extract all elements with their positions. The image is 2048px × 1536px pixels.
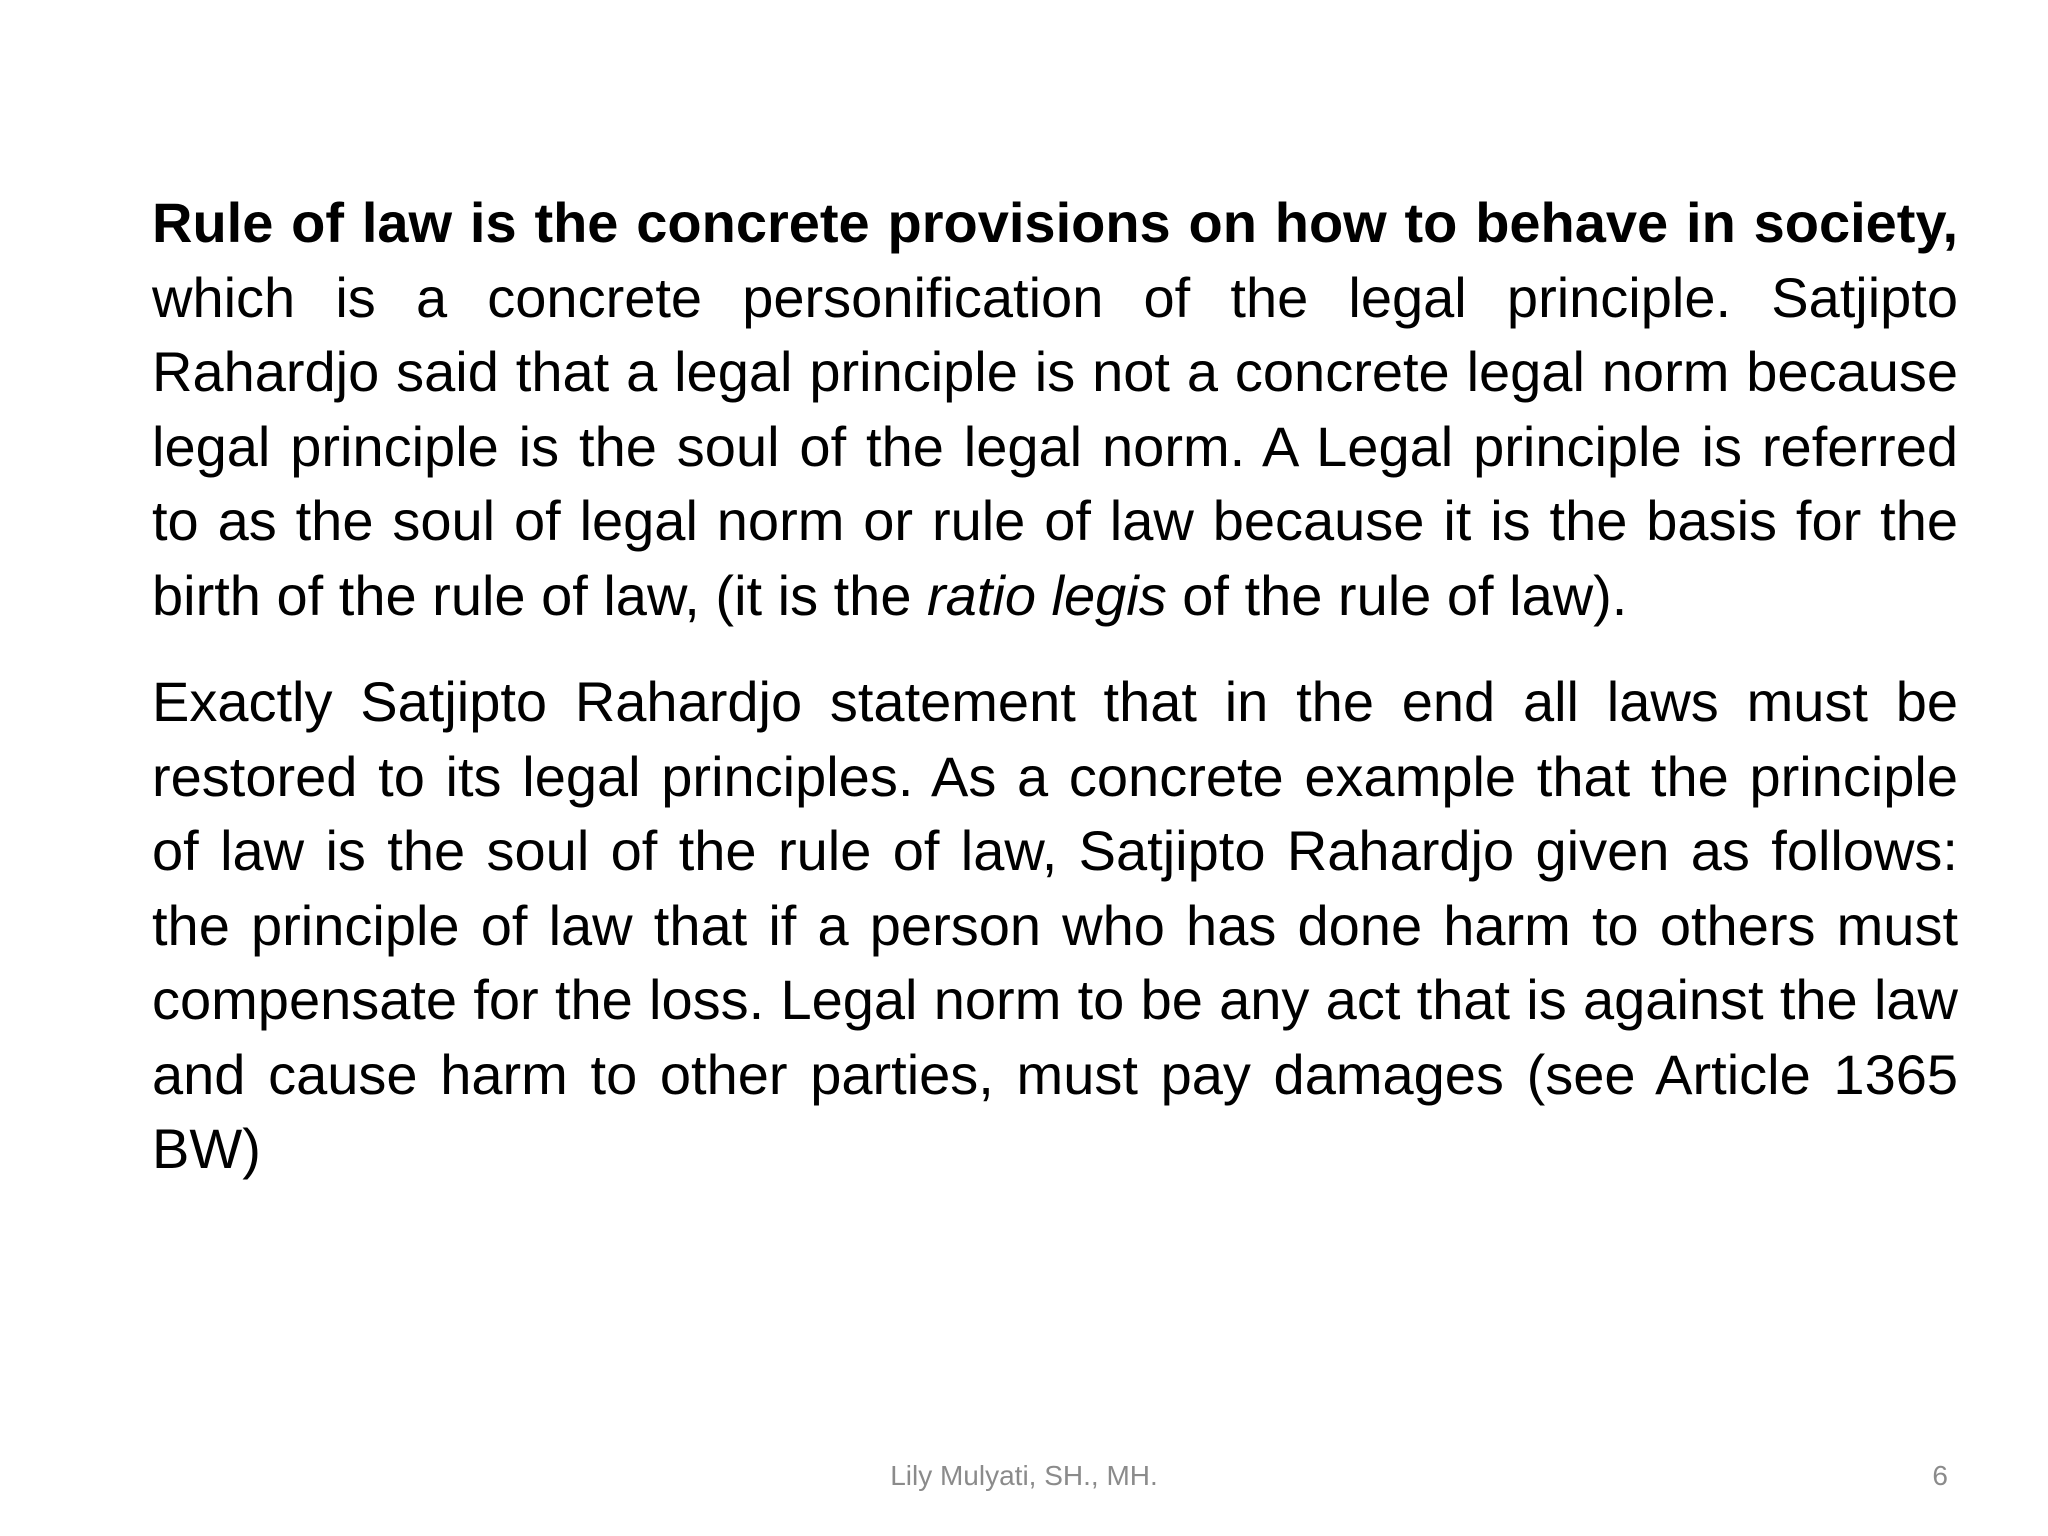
paragraph-rahardjo-statement: Exactly Satjipto Rahardjo statement that in the end all laws must be restored to its legal principles. As a concrete example that the principle of law is the soul of the rule of law, Satjipto Rahardjo given as follows: the principle of law that if a person who has done harm to others must compensate for the loss. Legal norm to be any act that is against the law and cause harm to other parties, must pay damages (see Article 1365 BW): [152, 670, 1958, 1180]
paragraph-text-end: of the rule of law).: [1166, 563, 1628, 627]
paragraph-rule-of-law: [152, 186, 1990, 633]
page-number: 6: [1932, 1460, 1948, 1491]
paragraph-text: which is a concrete personification of the legal principle. Satjipto Rahardjo said that a legal principle is not a concrete legal norm because legal principle is the soul of the legal norm. A Legal principle is referred to as the soul of legal norm or rule of law because it is the basis for the birth of the rule of law, (it is the: [152, 191, 1990, 627]
italic-term: ratio legis: [927, 563, 1167, 627]
bold-lead-sentence: Rule of law is the concrete provisions on how to behave in society,: [152, 191, 1958, 254]
slide-body: [152, 186, 1990, 1187]
footer-author: Lily Mulyati, SH., MH.: [890, 1460, 1158, 1491]
